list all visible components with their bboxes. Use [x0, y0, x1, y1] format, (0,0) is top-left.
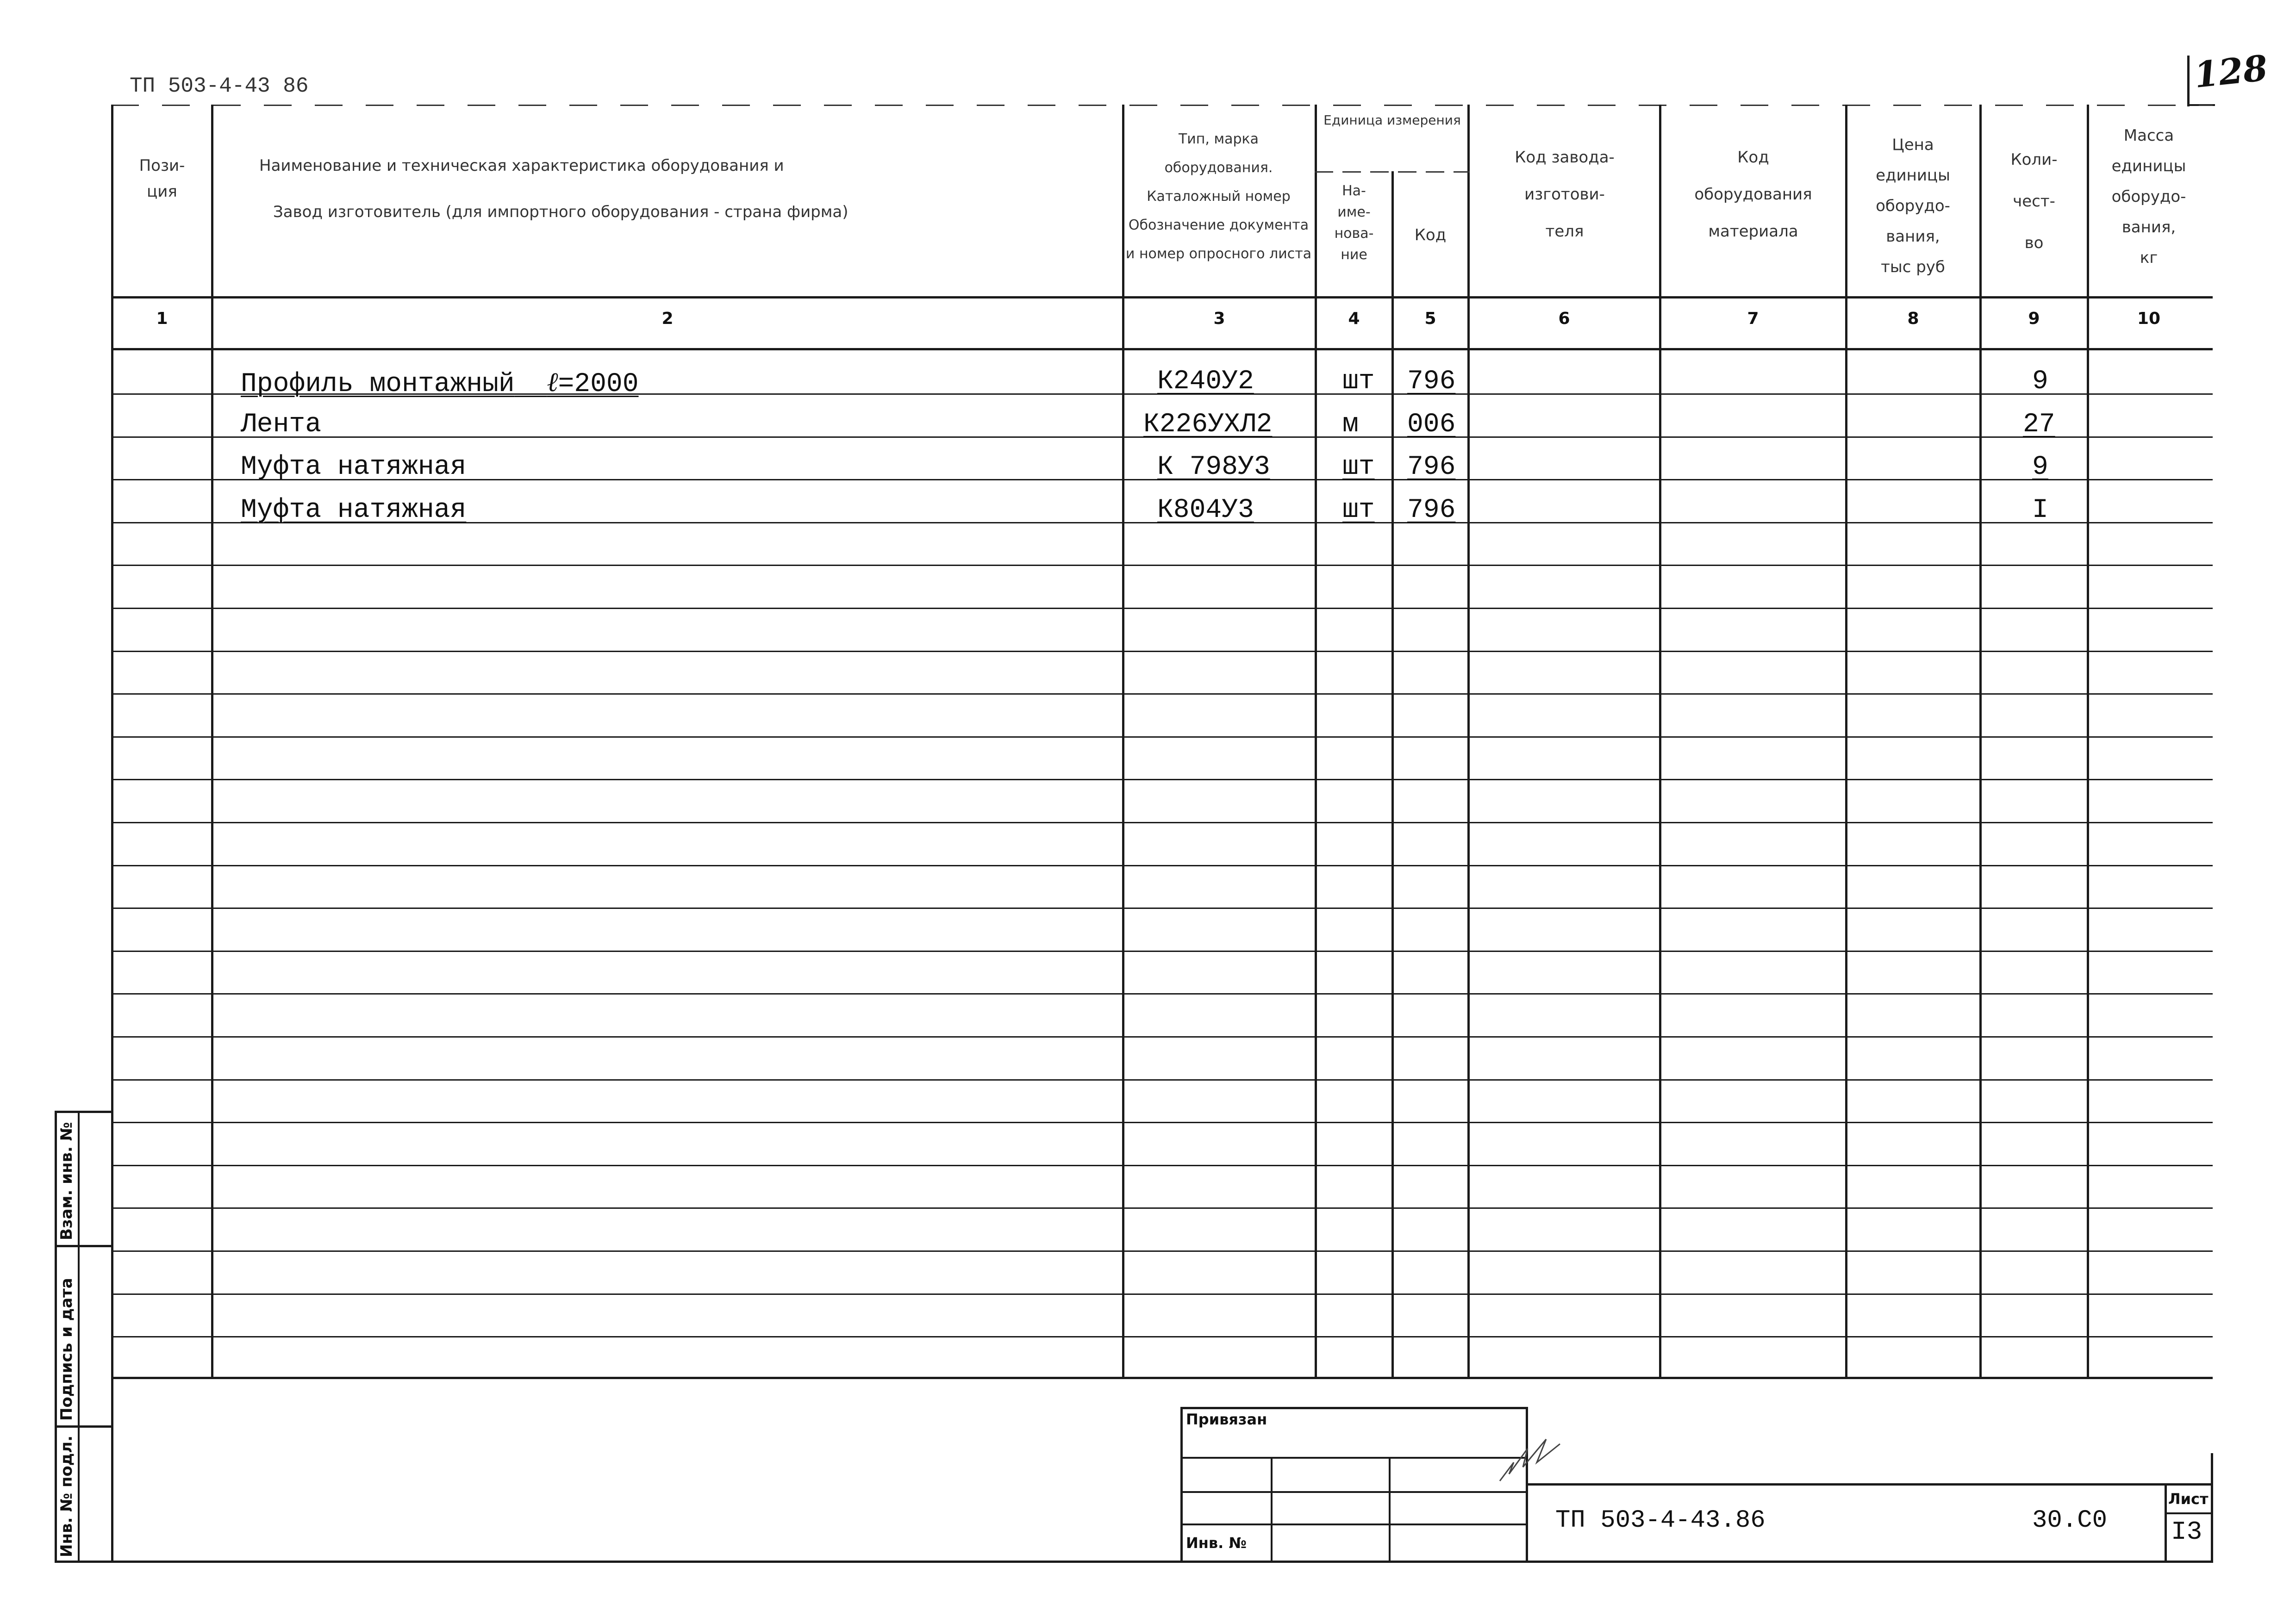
row-item-type: К804У3: [1157, 495, 1254, 525]
side-label-replacement-inventory: Взам. инв. №: [57, 1122, 76, 1240]
column-number: 2: [661, 309, 674, 328]
row-item-quantity: I: [2032, 495, 2048, 525]
row-item-quantity: 9: [2032, 367, 2048, 397]
row-item-name: Лента: [241, 410, 322, 440]
stamp-code: 30.С0: [2032, 1506, 2108, 1535]
header-manufacturer: Завод изготовитель (для импортного оборудования - страна фирма): [273, 203, 849, 221]
row-item-unit: шт: [1342, 367, 1375, 397]
table-rule: [111, 1079, 2213, 1081]
column-number: 4: [1348, 309, 1360, 328]
row-item-quantity: 27: [2023, 410, 2055, 440]
table-rule: [111, 779, 2213, 780]
header-manufacturer-code: Код завода- изготови- теля: [1515, 148, 1615, 241]
table-rule: [111, 822, 2213, 823]
stamp-designation: ТП 503-4-43.86: [1555, 1506, 1766, 1535]
row-item-unit: шт: [1342, 495, 1375, 525]
table-rule: [111, 993, 2213, 995]
header-position: Пози- ция: [139, 156, 185, 201]
row-item-type: К240У2: [1157, 367, 1254, 397]
row-item-type: К226УХЛ2: [1143, 410, 1273, 440]
row-item-code: 796: [1407, 495, 1456, 525]
side-label-signature-date: Подпись и дата: [57, 1278, 76, 1421]
table-rule: [111, 865, 2213, 866]
signature-scribble: [1495, 1430, 1578, 1490]
table-rule: [111, 651, 2213, 652]
header-name-characteristics: Наименование и техническая характеристика оборудования и: [259, 156, 784, 175]
table-rule: [111, 565, 2213, 566]
row-item-quantity: 9: [2032, 452, 2048, 482]
header-quantity: Коли- чест- во: [2010, 150, 2058, 252]
row-item-name: Муфта натяжная: [241, 495, 467, 525]
row-item-unit: шт: [1342, 452, 1375, 482]
table-rule: [111, 908, 2213, 909]
stamp-sheet-number: I3: [2171, 1517, 2202, 1547]
table-rule: [111, 1165, 2213, 1166]
row-item-code: 796: [1407, 452, 1456, 482]
table-rule: [111, 1250, 2213, 1252]
table-rule: [111, 1293, 2213, 1295]
column-number: 10: [2137, 309, 2161, 328]
row-item-type: К 798У3: [1157, 452, 1270, 482]
side-label-original-inventory: Инв. № подл.: [57, 1435, 76, 1557]
column-number: 1: [156, 309, 168, 328]
header-material-code: Код оборудования материала: [1694, 148, 1812, 241]
column-number: 9: [2028, 309, 2040, 328]
stamp-sheet-label: Лист: [2168, 1490, 2209, 1508]
header-unit-mass: Масса единицы оборудо- вания, кг: [2111, 126, 2186, 267]
header-type-mark: Тип, марка оборудования. Каталожный номер Обозначение документа и номер опросного листа: [1125, 131, 1312, 262]
corner-mark: [2187, 56, 2190, 106]
column-number: 8: [1907, 309, 1919, 328]
handwritten-page-number: 128: [2192, 47, 2270, 96]
table-rule: [111, 1336, 2213, 1337]
row-item-code: 006: [1407, 410, 1456, 440]
header-unit-name: На- име- нова- ние: [1334, 183, 1374, 263]
column-number: 6: [1558, 309, 1570, 328]
stamp-linked-label: Привязан: [1186, 1411, 1267, 1428]
column-number: 5: [1424, 309, 1436, 328]
table-rule: [111, 693, 2213, 695]
table-rule: [111, 736, 2213, 738]
header-unit-price: Цена единицы оборудо- вания, тыс руб: [1876, 136, 1950, 276]
stamp-inventory-label: Инв. №: [1186, 1534, 1247, 1552]
row-item-code: 796: [1407, 367, 1456, 397]
row-item-name: Муфта натяжная: [241, 452, 467, 482]
column-number: 7: [1747, 309, 1759, 328]
column-number: 3: [1213, 309, 1225, 328]
table-rule: [111, 951, 2213, 952]
table-rule: [111, 1036, 2213, 1038]
table-rule: [111, 1122, 2213, 1123]
header-unit-measure: Единица измерения: [1323, 112, 1461, 128]
document-reference: ТП 503-4-43 86: [130, 74, 309, 98]
table-rule: [111, 608, 2213, 609]
row-item-unit: м: [1342, 410, 1359, 440]
table-rule: [111, 1207, 2213, 1209]
row-item-name: Профиль монтажный ℓ=2000: [241, 366, 639, 399]
header-unit-code: Код: [1414, 226, 1447, 244]
